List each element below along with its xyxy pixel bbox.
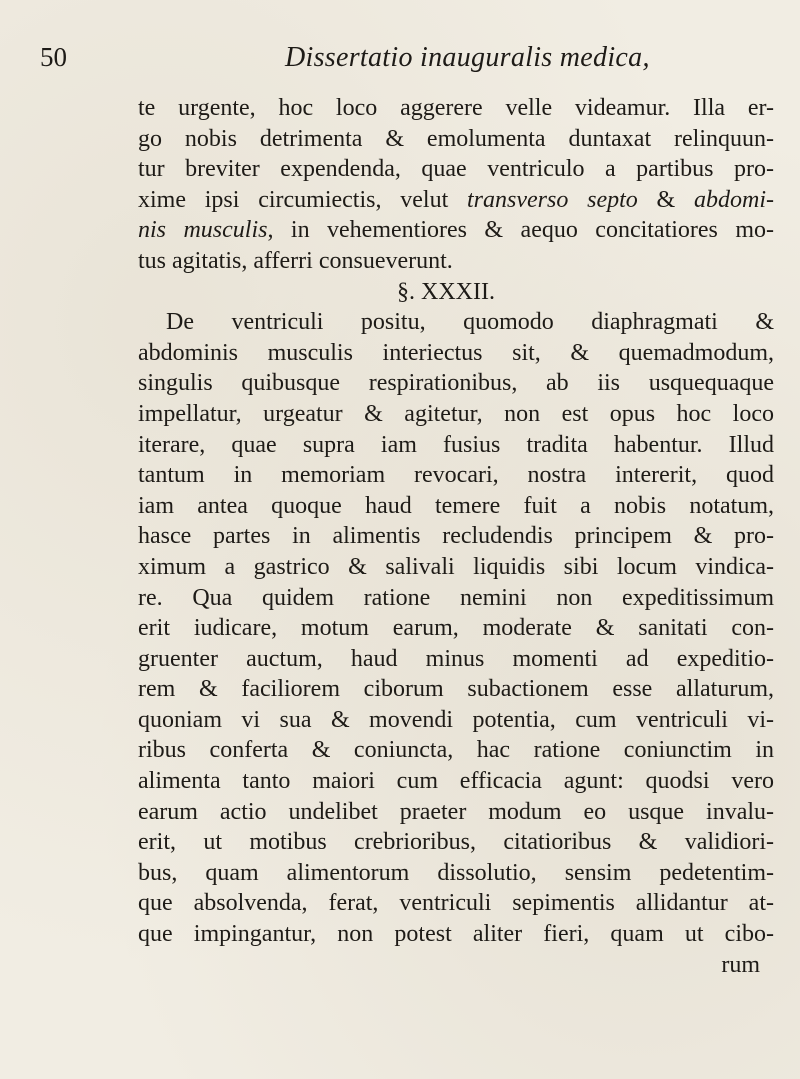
text-line: iam antea quoque haud temere fuit a nobis notatum, (138, 492, 774, 519)
text-line: abdominis musculis interiectus sit, & quemadmodum, (138, 339, 774, 366)
text-line: go nobis detrimenta & emolumenta duntaxat relinquun- (138, 125, 774, 152)
text-line: earum actio undelibet praeter modum eo usque invalu- (138, 798, 774, 825)
text-line: erit iudicare, motum earum, moderate & sanitati con- (138, 615, 774, 642)
text-line: quoniam vi sua & movendi potentia, cum ventriculi vi- (138, 706, 774, 733)
text-line: gruenter auctum, haud minus momenti ad expeditio- (138, 645, 774, 672)
text-line: que impingantur, non potest aliter fieri, quam ut cibo- (138, 921, 774, 948)
text-segment: transverso septo (467, 186, 638, 213)
text-line: ribus conferta & coniuncta, hac ratione coniunctim in (138, 737, 774, 764)
text-line: hasce partes in alimentis recludendis principem & pro- (138, 523, 774, 550)
text-line: re. Qua quidem ratione nemini non expeditissimum (138, 584, 774, 611)
text-segment: abdomi- (694, 186, 774, 213)
text-line: tus agitatis, afferri consueverunt. (138, 247, 453, 274)
text-segment: , in vehementiores & aequo concitatiores mo- (267, 217, 775, 244)
running-title: Dissertatio inauguralis medica, (285, 42, 650, 73)
text-block (138, 93, 774, 980)
text-line: De ventriculi positu, quomodo diaphragmati & (166, 309, 774, 336)
text-line: singulis quibusque respirationibus, ab iis usquequaque (138, 370, 774, 397)
text-line: rem & faciliorem ciborum subactionem esse allaturum, (138, 676, 774, 703)
text-line: erit, ut motibus crebrioribus, citatioribus & validiori- (138, 829, 774, 856)
paragraph-1 (138, 93, 774, 277)
text-line (138, 185, 774, 216)
text-line: iterare, quae supra iam fusius tradita habentur. Illud (138, 431, 774, 458)
text-segment: & (637, 186, 694, 213)
text-line: ximum a gastrico & salivali liquidis sibi locum vindica- (138, 553, 774, 580)
text-line: alimenta tanto maiori cum efficacia agunt: quodsi vero (138, 768, 774, 795)
text-line: impellatur, urgeatur & agitetur, non est opus hoc loco (138, 400, 774, 427)
running-head (40, 42, 760, 82)
text-segment: xime ipsi circumiectis, velut (138, 186, 468, 213)
paragraph-2 (138, 307, 774, 949)
text-line: bus, quam alimentorum dissolutio, sensim pedetentim- (138, 859, 774, 886)
catchword: rum (721, 951, 760, 978)
text-line: te urgente, hoc loco aggerere velle videamur. Illa er- (138, 95, 774, 121)
text-segment: nis musculis (138, 217, 268, 244)
text-line: que absolvenda, ferat, ventriculi sepimentis allidantur at- (138, 890, 774, 917)
section-heading: §. XXXII. (397, 278, 495, 305)
text-line: tantum in memoriam revocari, nostra intererit, quod (138, 462, 774, 489)
page-number: 50 (40, 42, 67, 72)
text-line (138, 215, 774, 246)
text-line: tur breviter expendenda, quae ventriculo a partibus pro- (138, 156, 774, 183)
